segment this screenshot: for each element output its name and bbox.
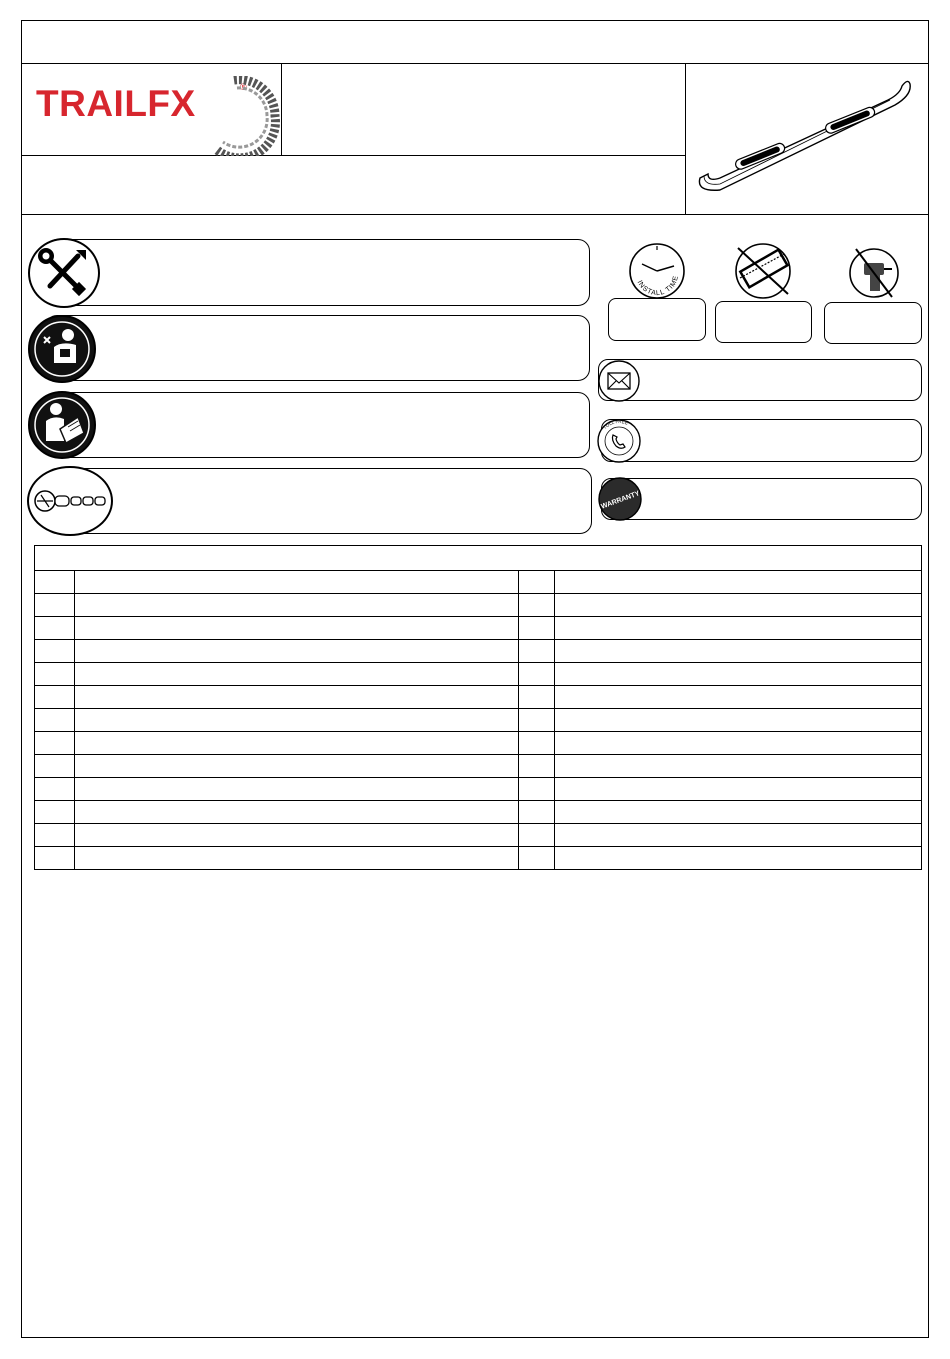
parts-table-title	[35, 546, 922, 571]
table-cell	[555, 709, 922, 732]
table-cell	[519, 801, 555, 824]
table-row	[35, 847, 922, 870]
professional-installer-icon	[28, 315, 96, 383]
table-cell	[519, 640, 555, 663]
table-cell	[519, 686, 555, 709]
table-cell	[75, 571, 519, 594]
step-pad	[734, 142, 786, 171]
table-cell	[75, 663, 519, 686]
table-cell	[75, 709, 519, 732]
table-row	[35, 594, 922, 617]
table-cell	[35, 824, 75, 847]
table-row	[35, 755, 922, 778]
table-row	[35, 709, 922, 732]
table-row	[35, 640, 922, 663]
table-cell	[519, 663, 555, 686]
table-cell	[555, 663, 922, 686]
no-drilling-icon	[846, 245, 902, 301]
table-cell	[75, 847, 519, 870]
table-cell	[555, 755, 922, 778]
table-cell	[519, 709, 555, 732]
table-cell	[75, 640, 519, 663]
registered-mark: ®	[240, 82, 247, 92]
tools-notice	[45, 239, 590, 306]
table-cell	[555, 801, 922, 824]
no-cutting-icon	[732, 242, 794, 300]
trailfx-logo	[34, 76, 280, 152]
table-cell	[555, 686, 922, 709]
document-title	[34, 30, 914, 58]
header-bottom-divider	[22, 214, 928, 215]
table-cell	[75, 617, 519, 640]
table-cell	[519, 824, 555, 847]
header-divider	[22, 63, 928, 64]
warranty-badge: WARRANTY	[600, 490, 641, 511]
table-cell	[35, 594, 75, 617]
image-divider	[685, 63, 686, 215]
envelope-icon	[597, 360, 641, 402]
table-cell	[75, 824, 519, 847]
phone-toll-free-icon	[596, 418, 642, 464]
logo-text: TRAILFX	[36, 83, 196, 124]
table-cell	[35, 709, 75, 732]
install-time-value	[608, 298, 706, 341]
cutting-value	[715, 301, 812, 343]
professional-notice	[45, 315, 590, 381]
warranty-badge-icon	[597, 476, 643, 522]
clock-icon	[628, 242, 686, 300]
table-row	[35, 732, 922, 755]
table-row	[35, 617, 922, 640]
logo-divider	[281, 63, 282, 156]
table-cell	[35, 640, 75, 663]
table-cell	[35, 663, 75, 686]
table-row	[35, 663, 922, 686]
table-row	[35, 801, 922, 824]
install-time-label: INSTALL TIME	[635, 274, 681, 298]
table-cell	[555, 824, 922, 847]
table-cell	[519, 778, 555, 801]
table-cell	[519, 617, 555, 640]
table-cell	[555, 778, 922, 801]
table-cell	[555, 617, 922, 640]
table-cell	[555, 640, 922, 663]
table-cell	[519, 594, 555, 617]
toll-free-badge: TOLL FREE	[602, 418, 629, 431]
table-row	[35, 686, 922, 709]
table-row	[35, 824, 922, 847]
table-cell	[35, 801, 75, 824]
nerf-bar-image	[690, 70, 922, 200]
table-cell	[519, 732, 555, 755]
parts-table	[34, 545, 922, 870]
step-pad	[824, 106, 876, 135]
warranty-contact	[601, 478, 922, 520]
table-cell	[75, 686, 519, 709]
table-cell	[35, 571, 75, 594]
drilling-value	[824, 302, 922, 344]
table-cell	[35, 847, 75, 870]
torque-wrench-icon	[27, 466, 113, 536]
table-cell	[519, 847, 555, 870]
table-cell	[75, 732, 519, 755]
read-manual-icon	[28, 391, 96, 459]
table-cell	[75, 594, 519, 617]
table-cell	[75, 755, 519, 778]
table-cell	[555, 571, 922, 594]
table-cell	[35, 732, 75, 755]
table-cell	[35, 755, 75, 778]
table-cell	[35, 617, 75, 640]
torque-notice	[45, 468, 592, 534]
table-cell	[519, 571, 555, 594]
table-cell	[75, 778, 519, 801]
wrench-screwdriver-icon	[28, 238, 100, 308]
table-row	[35, 571, 922, 594]
table-row	[35, 778, 922, 801]
table-cell	[75, 801, 519, 824]
table-cell	[35, 778, 75, 801]
email-contact	[598, 359, 922, 401]
table-cell	[519, 755, 555, 778]
table-cell	[35, 686, 75, 709]
table-cell	[555, 732, 922, 755]
table-cell	[555, 594, 922, 617]
table-cell	[555, 847, 922, 870]
read-instructions-notice	[45, 392, 590, 458]
phone-contact	[601, 419, 922, 462]
